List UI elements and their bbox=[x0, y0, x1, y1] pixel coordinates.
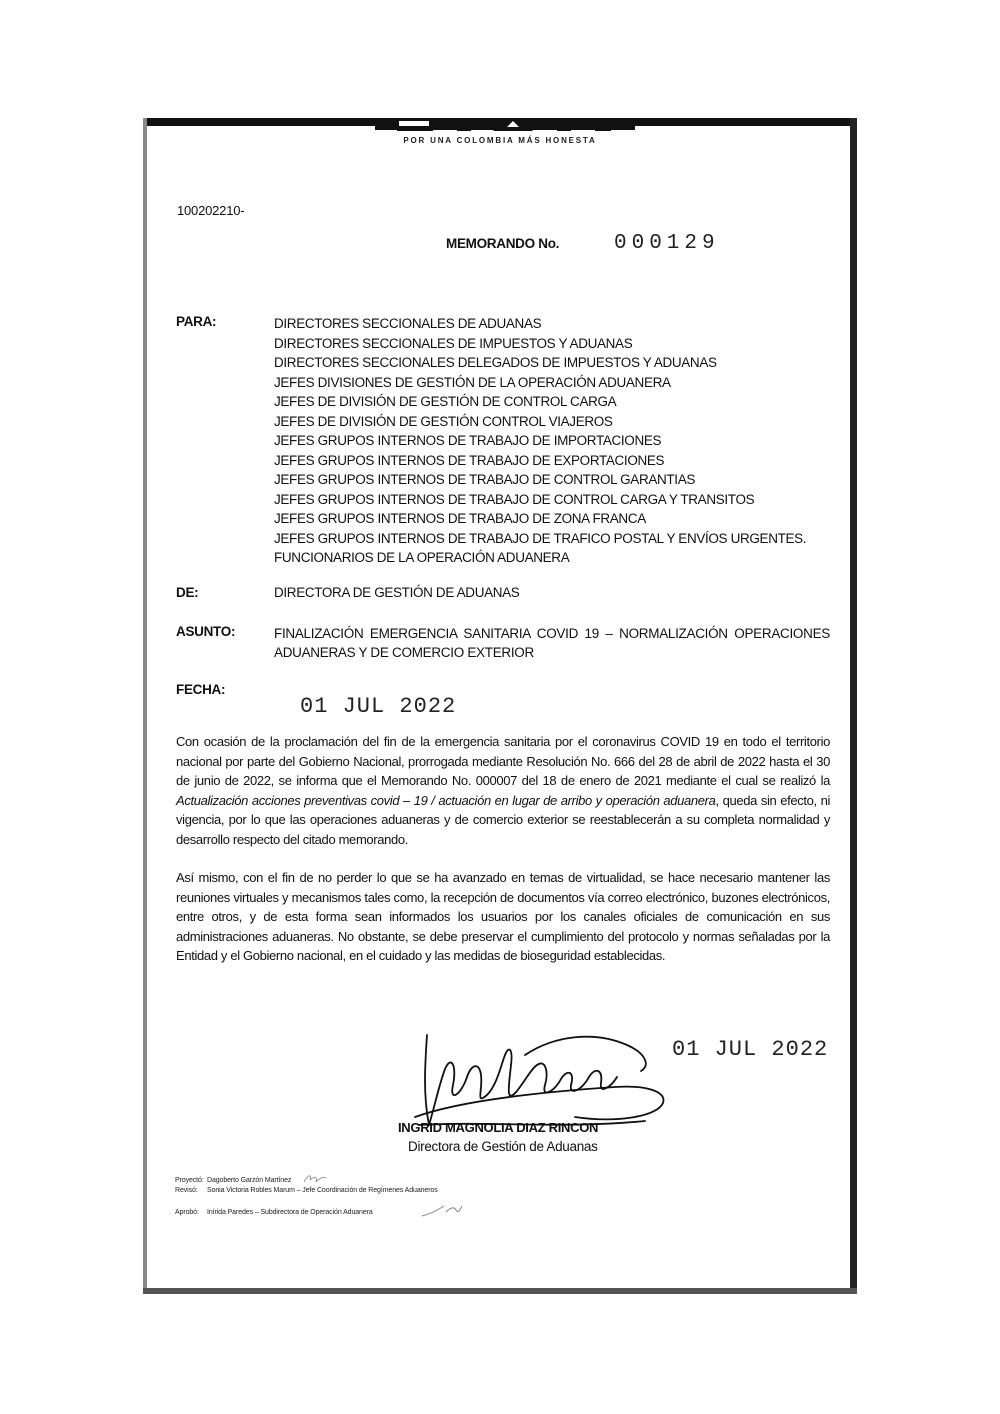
scan-edge-bottom bbox=[143, 1288, 857, 1294]
body-paragraph-1-part-a: Con ocasión de la proclamación del fin de la emergencia sanitaria por el coronavirus COVID 19 en todo el territorio nacional por parte del Gobierno Nacional, prorrogada mediante Resolución No. 666 del 28 de abril de 2022 hasta el 30 de junio de 2022, se informa que el Memorando No. 000007 del 18 de enero de 2021 mediante el cual se realizó la bbox=[176, 734, 830, 789]
recipient-item: JEFES DE DIVISIÓN DE GESTIÓN CONTROL VIAJEROS bbox=[274, 413, 613, 429]
scan-edge-left bbox=[143, 118, 147, 1294]
recipient-item: JEFES GRUPOS INTERNOS DE TRABAJO DE ZONA FRANCA bbox=[274, 511, 646, 526]
footer-reviso-label: Revisó: bbox=[175, 1187, 198, 1194]
asunto-label: ASUNTO: bbox=[176, 624, 236, 639]
fecha-label: FECHA: bbox=[176, 682, 226, 697]
signer-name: INGRID MAGNOLIA DIAZ RINCON bbox=[398, 1120, 599, 1135]
reference-code: 100202210- bbox=[177, 203, 245, 218]
recipients-list bbox=[274, 314, 806, 568]
footer-proyecto-value: Dagoberto Garzón Martínez bbox=[207, 1177, 292, 1184]
body-paragraph-1-italic: Actualización acciones preventivas covid – 19 / actuación en lugar de arribo y operación aduanera bbox=[176, 792, 716, 808]
footer-aprobo-value: Inírida Paredes – Subdirectora de Operación Aduanera bbox=[207, 1209, 373, 1216]
signature-date-stamp: 01 JUL 2022 bbox=[672, 1037, 829, 1062]
footer-aprobo-label: Aprobó: bbox=[175, 1209, 199, 1216]
footer-proyecto-label: Proyectó: bbox=[175, 1177, 204, 1184]
body-paragraph-1-part-b: , queda sin efecto, ni vigencia, por lo que las operaciones aduaneras y de comercio exterior se reestablecerán a su completa normalidad y desarrollo respecto del citado memorando. bbox=[176, 792, 830, 847]
recipient-item: DIRECTORES SECCIONALES DE IMPUESTOS Y ADUANAS bbox=[274, 335, 633, 351]
body-paragraph-1 bbox=[176, 732, 830, 850]
recipient-item: JEFES DIVISIONES DE GESTIÓN DE LA OPERACIÓN ADUANERA bbox=[274, 374, 671, 390]
para-label: PARA: bbox=[176, 314, 217, 329]
memo-label: MEMORANDO No. bbox=[446, 236, 560, 251]
de-label: DE: bbox=[176, 585, 199, 600]
fecha-date-stamp: 01 JUL 2022 bbox=[300, 694, 457, 719]
initials-mark-1 bbox=[300, 1170, 330, 1186]
recipient-item: JEFES GRUPOS INTERNOS DE TRABAJO DE TRAFICO POSTAL Y ENVÍOS URGENTES. bbox=[274, 530, 807, 546]
recipient-item: DIRECTORES SECCIONALES DE ADUANAS bbox=[274, 316, 542, 331]
initials-mark-2 bbox=[420, 1200, 464, 1220]
recipient-item: JEFES GRUPOS INTERNOS DE TRABAJO DE CONTROL GARANTIAS bbox=[274, 472, 696, 487]
de-value: DIRECTORA DE GESTIÓN DE ADUANAS bbox=[274, 585, 520, 600]
memo-number: 000129 bbox=[614, 232, 720, 255]
footer-aprobo bbox=[175, 1209, 373, 1216]
dian-logo bbox=[375, 118, 635, 152]
footer-reviso-value: Sonia Victoria Robles Marum – Jefe Coordinación de Regímenes Aduaneros bbox=[207, 1187, 438, 1194]
recipient-item: JEFES GRUPOS INTERNOS DE TRABAJO DE CONTROL CARGA Y TRANSITOS bbox=[274, 491, 755, 507]
recipient-item: JEFES DE DIVISIÓN DE GESTIÓN DE CONTROL CARGA bbox=[274, 394, 617, 409]
footer-reviso bbox=[175, 1187, 438, 1194]
footer-proyecto bbox=[175, 1177, 291, 1184]
recipient-item: FUNCIONARIOS DE LA OPERACIÓN ADUANERA bbox=[274, 550, 570, 565]
signer-title: Directora de Gestión de Aduanas bbox=[408, 1139, 598, 1154]
recipient-item: DIRECTORES SECCIONALES DELEGADOS DE IMPUESTOS Y ADUANAS bbox=[274, 355, 717, 370]
header-tagline: POR UNA COLOMBIA MÁS HONESTA bbox=[403, 136, 597, 145]
recipient-item: JEFES GRUPOS INTERNOS DE TRABAJO DE EXPORTACIONES bbox=[274, 452, 665, 468]
body-paragraph-2: Así mismo, con el fin de no perder lo que se ha avanzado en temas de virtualidad, se hace necesario mantener las reuniones virtuales y mecanismos tales como, la recepción de documentos vía correo electrónico, buzones electrónicos, entre otros, y de esta forma sean informados los usuarios por los canales oficiales de comunicación en sus administraciones aduaneras. No obstante, se debe preservar el cumplimiento del protocolo y normas señaladas por la Entidad y el Gobierno nacional, en el cuidado y las medidas de bioseguridad establecidas. bbox=[176, 870, 830, 964]
recipient-item: JEFES GRUPOS INTERNOS DE TRABAJO DE IMPORTACIONES bbox=[274, 433, 662, 448]
asunto-value: FINALIZACIÓN EMERGENCIA SANITARIA COVID 19 – NORMALIZACIÓN OPERACIONES ADUANERAS Y DE COMERCIO EXTERIOR bbox=[274, 626, 830, 660]
scan-edge-right bbox=[850, 118, 857, 1294]
